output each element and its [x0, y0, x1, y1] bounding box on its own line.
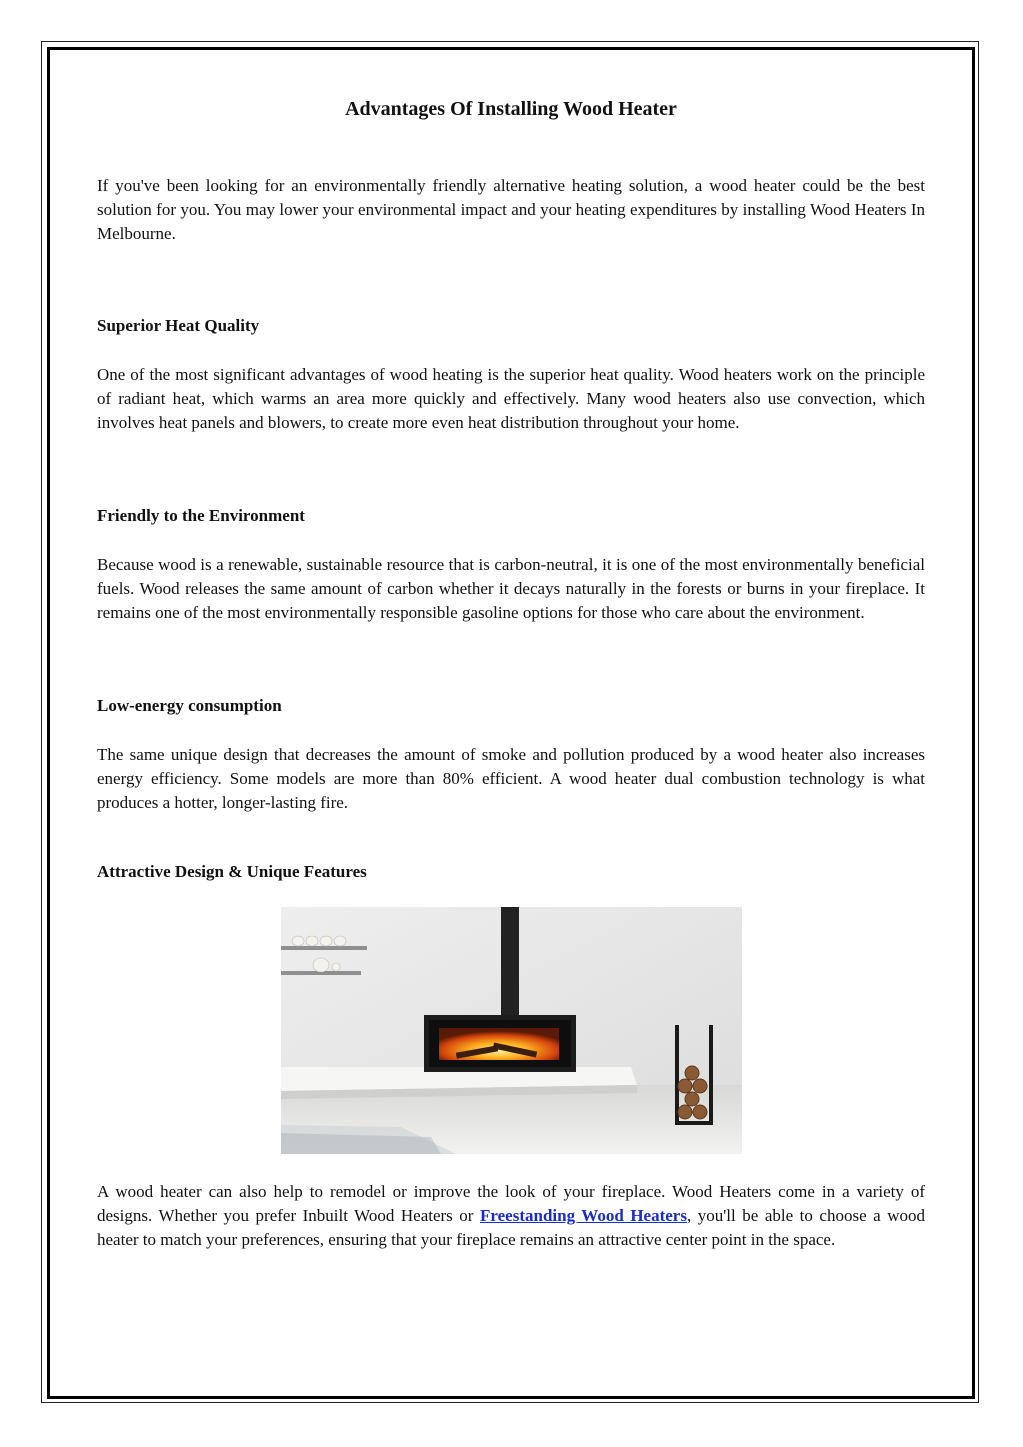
intro-text-after: . — [171, 224, 176, 243]
wood-heaters-melbourne-link[interactable]: Wood Heaters In Melbourne — [97, 200, 925, 243]
intro-text-before: If you've been looking for an environmentally friendly alternative heating solution, a wood heater could be the best solution for you. You may lower your environmental impact and your heating expenditures by installing — [97, 176, 925, 219]
closing-text-before: A wood heater can also help to remodel or improve the look of your fireplace. Wood Heaters come in a variety of designs. Whether you prefer Inbuilt Wood Heaters or — [97, 1182, 925, 1225]
section-body-heat-quality: One of the most significant advantages of wood heating is the superior heat quality. Wood heaters work on the principle of radiant heat, which warms an area more quickly and effectively. Many wood heaters also use convection, which involves heat panels and blowers, to create more even heat distribution throughout your home. — [97, 365, 925, 432]
freestanding-wood-heaters-link[interactable]: Freestanding Wood Heaters — [480, 1206, 687, 1225]
document-title: Advantages Of Installing Wood Heater — [345, 98, 677, 120]
intro-paragraph — [97, 174, 925, 246]
section-body-environment: Because wood is a renewable, sustainable resource that is carbon-neutral, it is one of the most environmentally beneficial fuels. Wood releases the same amount of carbon whether it decays naturally in the forests or burns in your fireplace. It remains one of the most environmentally responsible gasoline options for those who care about the environment. — [97, 555, 925, 622]
section-heading-low-energy: Low-energy consumption — [97, 696, 282, 715]
section-heading-design: Attractive Design & Unique Features — [97, 862, 367, 881]
section-heading-environment: Friendly to the Environment — [97, 506, 305, 525]
closing-text-after: , you'll be able to choose a wood heater to match your preferences, ensuring that your fireplace remains an attractive center point in the space. — [97, 1206, 925, 1249]
section-body-low-energy: The same unique design that decreases the amount of smoke and pollution produced by a wood heater also increases energy efficiency. Some models are more than 80% efficient. A wood heater dual combustion technology is what produces a hotter, longer-lasting fire. — [97, 745, 925, 812]
section-heading-heat-quality: Superior Heat Quality — [97, 316, 260, 335]
closing-paragraph — [97, 1180, 925, 1252]
wood-heater-photo — [281, 907, 742, 1154]
